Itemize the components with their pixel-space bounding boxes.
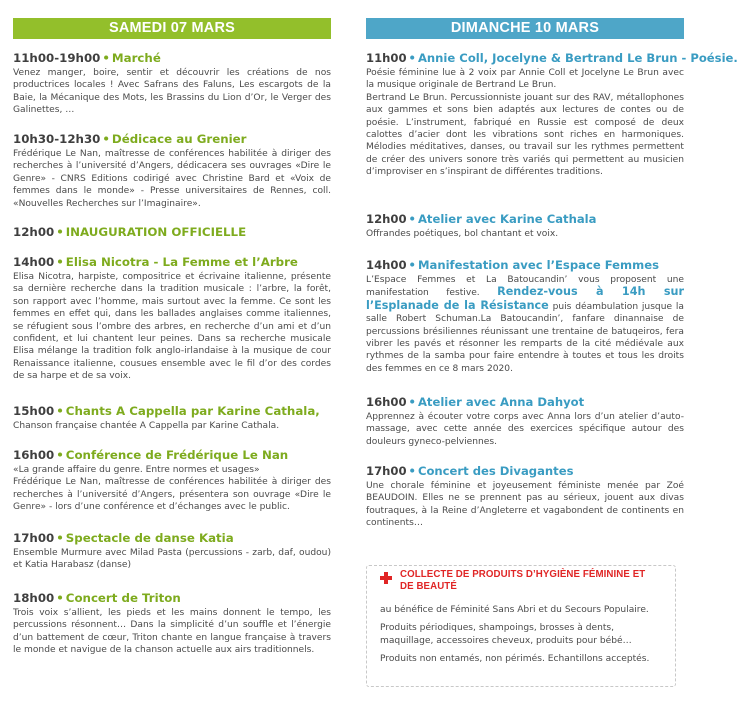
- bullet-separator: •: [408, 51, 416, 65]
- bullet-separator: •: [408, 258, 416, 272]
- event-paragraph: Bertrand Le Brun. Percussionniste jouant sur des RAV, métallophones aux gammes et sons bien adaptés aux lectures de contes ou de poésie. L’instrument, fabriqué en Russie est composé de deux calottes d’acier dont les vibrations sont riches en harmoniques. Mélodies méditatives, danses, ou travail sur les rythmes permettent de créer des univers sonore très variés qui permettent au musicien d’improviser en s’inspirant de différentes traditions.: [366, 92, 684, 178]
- event-time: 10h30-12h30: [13, 132, 101, 146]
- event-description: [13, 148, 331, 210]
- event-description: [13, 464, 331, 514]
- event-time: 18h00: [13, 591, 55, 605]
- event-description: [13, 607, 331, 657]
- event-title: Marché: [111, 51, 161, 65]
- event-description: [13, 547, 331, 572]
- event-title-line: [13, 531, 331, 546]
- collection-paragraph: Produits non entamés, non périmés. Echantillons acceptés.: [380, 654, 650, 665]
- collection-body: [380, 604, 668, 672]
- bullet-separator: •: [102, 132, 110, 146]
- event-title: Dédicace au Grenier: [111, 132, 247, 146]
- event-title-line: [366, 464, 684, 479]
- event-time: 11h00: [366, 51, 407, 65]
- event-title: Elisa Nicotra - La Femme et l’Arbre: [65, 255, 298, 269]
- event-title: INAUGURATION OFFICIELLE: [65, 225, 247, 239]
- event-paragraph: [366, 274, 684, 375]
- event-title: Manifestation avec l’Espace Femmes: [417, 258, 659, 272]
- collection-title: COLLECTE DE PRODUITS D’HYGIÈNE FÉMININE ET DE BEAUTÉ: [400, 569, 646, 592]
- event-text: puis déambulation jusque la salle Robert Schuman.La Batoucandin’, fanfare dinannaise de percussions brésiliennes réunissant une trentaine de batuqeiros, fera vibrer les pavés et résonner les remparts de la cité médiévale aux rythmes de la samba pour faire entendre à toutes et tous les droits des femmes en ce 8 mars 2020.: [366, 301, 684, 374]
- event-dedicace: [13, 132, 331, 210]
- bullet-separator: •: [408, 395, 416, 409]
- event-marche: [13, 51, 331, 117]
- event-time: 12h00: [366, 212, 407, 226]
- collection-box: [366, 565, 676, 687]
- event-paragraph: Venez manger, boire, sentir et découvrir les créations de nos productrices locales ! Avec Safrans des Faluns, Les escargots de la Baie, la Mécanique des Mots, les Brassins du Lion d’Or, le Verger des Galinettes, …: [13, 68, 331, 116]
- event-title-line: [13, 132, 331, 147]
- event-time: 15h00: [13, 404, 55, 418]
- event-paragraph: Ensemble Murmure avec Milad Pasta (percussions - zarb, daf, oudou) et Katia Harabasz (danse): [13, 548, 331, 571]
- event-title-line: [366, 258, 684, 273]
- event-paragraph: Poésie féminine lue à 2 voix par Annie Coll et Jocelyne Le Brun avec la musique originale de Bertrand Le Brun.: [366, 68, 684, 91]
- event-time: 14h00: [13, 255, 55, 269]
- event-paragraph: «La grande affaire du genre. Entre normes et usages»: [13, 465, 260, 475]
- event-time: 16h00: [366, 395, 407, 409]
- bullet-separator: •: [56, 404, 64, 418]
- event-inauguration: [13, 225, 331, 240]
- bullet-separator: •: [408, 212, 416, 226]
- event-poesie: [366, 51, 738, 179]
- day-column-saturday: [13, 18, 331, 656]
- event-time: 11h00-19h00: [13, 51, 101, 65]
- day-header-saturday: SAMEDI 07 MARS: [13, 18, 331, 39]
- bullet-separator: •: [408, 464, 416, 478]
- event-description: [13, 420, 331, 432]
- rendezvous-highlight: Rendez-vous à 14h sur l’Esplanade de la Résistance: [366, 285, 684, 312]
- event-paragraph: Trois voix s’allient, les pieds et les mains donnent le tempo, les percussions résonnent… Dans la simplicité d’un souffle et l’énergie d’un battement de cœur, Triton chante en langue française à travers le monde et navigue de la chanson actuelle aux airs traditionnels.: [13, 608, 331, 656]
- event-time: 12h00: [13, 225, 55, 239]
- event-time: 16h00: [13, 448, 55, 462]
- bullet-separator: •: [56, 531, 64, 545]
- event-title: Concert des Divagantes: [417, 464, 574, 478]
- day-column-sunday: [366, 18, 738, 529]
- event-title: Atelier avec Karine Cathala: [417, 212, 597, 226]
- event-conference: [13, 448, 331, 514]
- event-title: Spectacle de danse Katia: [65, 531, 234, 545]
- event-description: [366, 411, 684, 448]
- event-title-line: [13, 51, 331, 66]
- event-paragraph: Elisa Nicotra, harpiste, compositrice et écrivaine italienne, présente sa dernière recherche dans la tradition musicale : l’arbre, la forêt, son rapport avec l’homme, mais surtout avec la femme. Ce sont les femmes en effet qui, dans les ballades anglaises comme italiennes, se réfugient sous l’ombre des arbres, en recherche d’un ami et d’un confident, et lui chantent leur peines. Dans sa recherche musicale Elisa mélange la tradition folk anglo-irlandaise à la musique de cour Renaissance italienne, cousues ensemble avec le fil d’or des cordes de sa harpe et de sa voix.: [13, 272, 331, 382]
- event-atelier-anna: [366, 395, 684, 448]
- event-description: [366, 67, 684, 179]
- event-time: 17h00: [13, 531, 55, 545]
- event-title-line: [13, 225, 331, 240]
- event-title-line: [13, 591, 331, 606]
- bullet-separator: •: [56, 255, 64, 269]
- bullet-separator: •: [56, 225, 64, 239]
- event-paragraph: Chanson française chantée A Cappella par Karine Cathala.: [13, 421, 280, 431]
- collection-paragraph: au bénéfice de Féminité Sans Abri et du Secours Populaire.: [380, 605, 649, 615]
- event-description: [366, 480, 684, 530]
- event-title: Chants A Cappella par Karine Cathala,: [65, 404, 320, 418]
- event-title-line: [366, 51, 738, 66]
- bullet-separator: •: [56, 448, 64, 462]
- bullet-separator: •: [56, 591, 64, 605]
- event-elisa-nicotra: [13, 255, 331, 383]
- event-manifestation: [366, 258, 684, 375]
- event-description: [13, 67, 331, 117]
- event-description: [13, 271, 331, 383]
- event-title-line: [13, 448, 331, 463]
- bullet-separator: •: [102, 51, 110, 65]
- event-divagantes: [366, 464, 684, 530]
- event-title-line: [366, 212, 684, 227]
- event-paragraph: Apprennez à écouter votre corps avec Anna lors d’un atelier d’auto-massage, avec cette année des exercices spécifique autour des douleurs gyneco-pelviennes.: [366, 412, 684, 447]
- event-danse-katia: [13, 531, 331, 572]
- event-paragraph: Une chorale féminine et joyeusement féministe menée par Zoé BEAUDOIN. Elles ne se prennent pas au sérieux, jouent aux divas foutraques, à la Reine d’Angleterre et vagabondent de continents en continents…: [366, 481, 684, 529]
- event-title: Atelier avec Anna Dahyot: [417, 395, 585, 409]
- event-description: [366, 274, 684, 375]
- event-time: 14h00: [366, 258, 407, 272]
- event-title-line: [13, 255, 331, 270]
- event-title: Annie Coll, Jocelyne & Bertrand Le Brun - Poésie.: [417, 51, 738, 65]
- event-title-line: [13, 404, 331, 419]
- event-paragraph: Frédérique Le Nan, maîtresse de conférences habilitée à diriger des recherches à l’université d’Angers, dédicacera ses ouvrages «Dire le Genre» - CNRS Editions codirigé avec Christine Bard et «Voix de femmes dans le monde» - Presse universitaires de Rennes, coll. «Nouvelles Recherches sur l’Imaginaire».: [13, 149, 331, 209]
- event-paragraph: Offrandes poétiques, bol chantant et voix.: [366, 229, 559, 239]
- collection-paragraph: Produits périodiques, shampoings, brosses à dents, maquillage, accessoires cheveux, produits pour bébé…: [380, 623, 632, 646]
- red-cross-icon: [380, 572, 392, 584]
- event-title-line: [366, 395, 684, 410]
- event-title: Conférence de Frédérique Le Nan: [65, 448, 289, 462]
- event-paragraph: Frédérique Le Nan, maîtresse de conférences habilitée à diriger des recherches à l’université d’Angers, présentera son ouvrage «Dire le Genre» - lors d’une conférence et d’échanges avec le public.: [13, 477, 331, 513]
- event-text: L’Espace Femmes et La Batoucandin’ vous proposent une manifestation festive.: [366, 275, 684, 299]
- event-concert-triton: [13, 591, 331, 657]
- event-title: Concert de Triton: [65, 591, 181, 605]
- event-time: 17h00: [366, 464, 407, 478]
- event-chants-a-cappella: [13, 404, 331, 432]
- event-description: [366, 228, 684, 240]
- event-atelier-karine: [366, 212, 684, 240]
- day-header-sunday: DIMANCHE 10 MARS: [366, 18, 684, 39]
